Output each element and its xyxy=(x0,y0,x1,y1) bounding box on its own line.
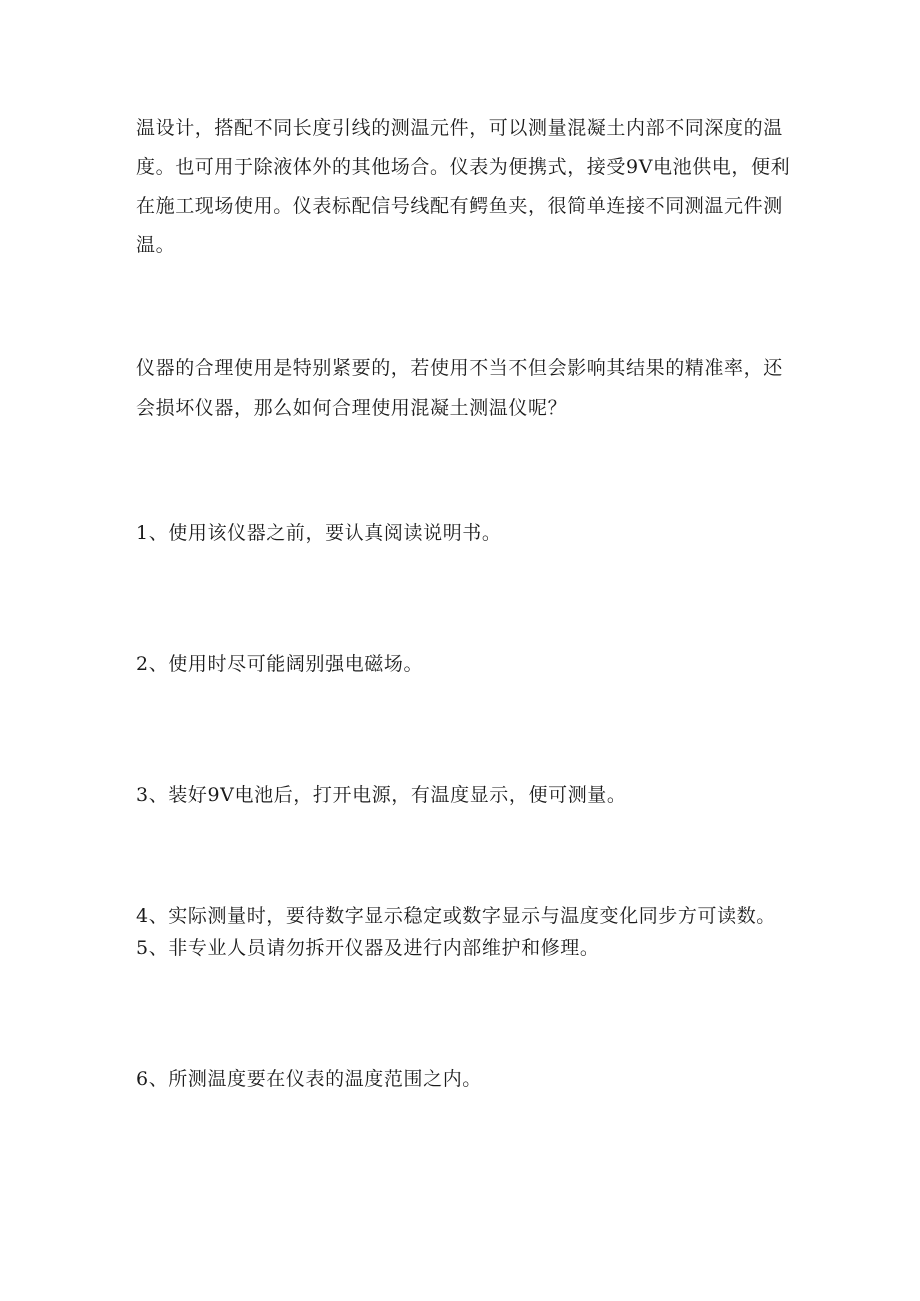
list-items-4-5 xyxy=(136,900,796,964)
list-item-6: 6、所测温度要在仪表的温度范围之内。 xyxy=(136,1068,482,1090)
list-item-3: 3、装好9V电池后，打开电源，有温度显示，便可测量。 xyxy=(136,784,627,806)
paragraph-intro: 温设计，搭配不同长度引线的测温元件，可以测量混凝土内部不同深度的温度。也可用于除液体外的其他场合。仪表为便携式，接受9V电池供电，便利在施工现场使用。仪表标配信号线配有鳄鱼夹，很简单连接不同测温元件测温。 xyxy=(136,117,791,256)
list-item-1: 1、使用该仪器之前，要认真阅读说明书。 xyxy=(136,522,502,544)
list-item-4: 4、实际测量时，要待数字显示稳定或数字显示与温度变化同步方可读数。 xyxy=(136,905,776,927)
list-item-2: 2、使用时尽可能阔别强电磁场。 xyxy=(136,653,424,675)
list-item-5: 5、非专业人员请勿拆开仪器及进行内部维护和修理。 xyxy=(136,937,600,959)
paragraph-question: 仪器的合理使用是特别紧要的，若使用不当不但会影响其结果的精准率，还会损坏仪器，那么如何合理使用混凝土测温仪呢？ xyxy=(136,357,783,419)
